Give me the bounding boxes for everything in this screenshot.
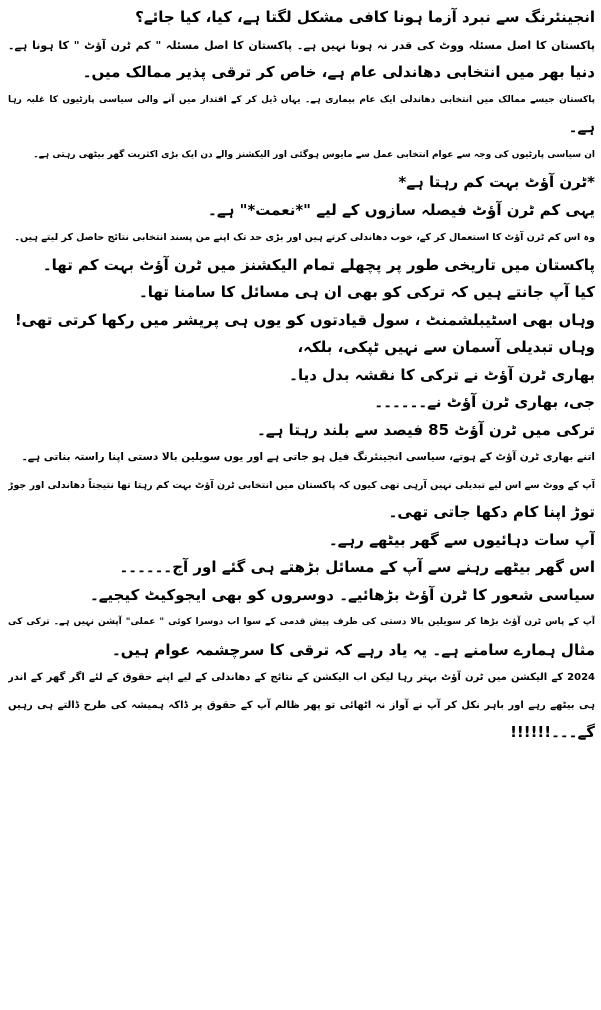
text-line-9: وہ اس کم ٹرن آؤٹ کا استعمال کر کے، خوب دھاندلی کرتے ہیں اور بڑی حد تک اپنے من پسند انتخابی نتائج حاصل کر لیتے ہیں۔ xyxy=(14,232,595,243)
text-line-7: *ٹرن آؤٹ بہت کم رہتا ہے* xyxy=(398,173,595,191)
text-line-19: توڑ اپنا کام دکھا جاتی تھی۔ xyxy=(388,503,595,521)
text-line-17: اتنے بھاری ٹرن آؤٹ کے ہوتے، سیاسی انجینئرنگ فیل ہو جاتی ہے اور یوں سویلین بالا دستی اپنا راستہ بناتی ہے۔ xyxy=(21,451,595,463)
text-line-15: جی، بھاری ٹرن آؤٹ نے۔۔۔۔۔۔ xyxy=(374,393,595,411)
text-line-6: ان سیاسی پارٹیوں کی وجہ سے عوام انتخابی عمل سے مایوس ہوگئی اور الیکشنز والے دن ایک بڑی اکثریت گھر بیٹھی رہتی ہے۔ xyxy=(33,149,595,160)
text-line-4: پاکستان جیسے ممالک میں انتخابی دھاندلی ایک عام بیماری ہے۔ یہاں ڈیل کر کے اقتدار میں آنے والی سیاسی پارٹیوں کا غلبہ رہا xyxy=(8,94,595,105)
text-line-10: پاکستان میں تاریخی طور پر پچھلے تمام الیکشنز میں ٹرن آؤٹ بہت کم تھا۔ xyxy=(42,255,595,274)
text-line-13: وہاں تبدیلی آسمان سے نہیں ٹپکی، بلکہ، xyxy=(297,338,595,356)
text-line-20: آپ سات دہائیوں سے گھر بیٹھے رہے۔ xyxy=(328,530,595,549)
text-line-27: گے۔۔۔!!!!!! xyxy=(510,723,595,741)
text-line-26: ہی بیٹھے رہے اور باہر نکل کر آپ نے آواز نہ اٹھائی تو پھر ظالم آپ کے حقوق پر ڈاکہ ہمیشہ کی طرح ڈالتے ہی رہیں xyxy=(8,699,595,711)
text-line-21: اس گھر بیٹھے رہنے سے آپ کے مسائل بڑھتے ہی گئے اور آج۔۔۔۔۔۔ xyxy=(119,558,595,576)
text-line-25: 2024 کے الیکشن میں ٹرن آؤٹ بہتر رہا لیکن اب الیکشن کے نتائج کے دھاندلی کے لیے اپنے حقوق کے لئے اگر گھر کے اندر xyxy=(8,672,595,683)
text-line-3: دنیا بھر میں انتخابی دھاندلی عام ہے، خاص کر ترقی پذیر ممالک میں۔ xyxy=(82,63,595,81)
text-line-5: ہے۔ xyxy=(568,118,595,136)
text-line-1: انجینئرنگ سے نبرد آزما ہونا کافی مشکل لگتا ہے، کیا، کیا جائے؟ xyxy=(135,8,595,26)
text-line-18: آپ کے ووٹ سے اس لیے تبدیلی نہیں آرہی تھی کیوں کہ پاکستان میں انتخابی ٹرن آؤٹ بہت کم رہتا تھا نتیجتاً دھاندلی اور جوڑ xyxy=(8,479,595,491)
text-line-2: پاکستان کا اصل مسئلہ ووٹ کی قدر نہ ہونا نہیں ہے۔ پاکستان کا اصل مسئلہ " کم ٹرن آؤٹ " کا ہونا ہے۔ xyxy=(8,38,595,52)
text-line-8: یہی کم ٹرن آؤٹ فیصلہ سازوں کے لیے "*نعمت*" ہے۔ xyxy=(208,200,595,219)
text-line-24: مثال ہمارے سامنے ہے۔ یہ یاد رہے کہ ترقی کا سرچشمہ عوام ہیں۔ xyxy=(112,640,595,659)
text-line-12: وہاں بھی اسٹیبلشمنٹ ، سول قیادتوں کو یوں ہی پریشر میں رکھا کرتی تھی! xyxy=(14,310,595,329)
text-line-14: بھاری ٹرن آؤٹ نے ترکی کا نقشہ بدل دیا۔ xyxy=(289,365,595,384)
text-line-23: آپ کے پاس ٹرن آؤٹ بڑھا کر سویلین بالا دستی کی طرف پیش قدمی کے سوا اب دوسرا کوئی " عملی" آپشن نہیں ہے۔ ترکی کی xyxy=(8,617,595,627)
text-line-22: سیاسی شعور کا ٹرن آؤٹ بڑھائیے۔ دوسروں کو بھی ایجوکیٹ کیجیے۔ xyxy=(89,585,595,604)
text-line-11: کیا آپ جانتے ہیں کہ ترکی کو بھی ان ہی مسائل کا سامنا تھا۔ xyxy=(138,283,595,301)
text-line-16: ترکی میں ٹرن آؤٹ 85 فیصد سے بلند رہتا ہے۔ xyxy=(257,420,595,439)
